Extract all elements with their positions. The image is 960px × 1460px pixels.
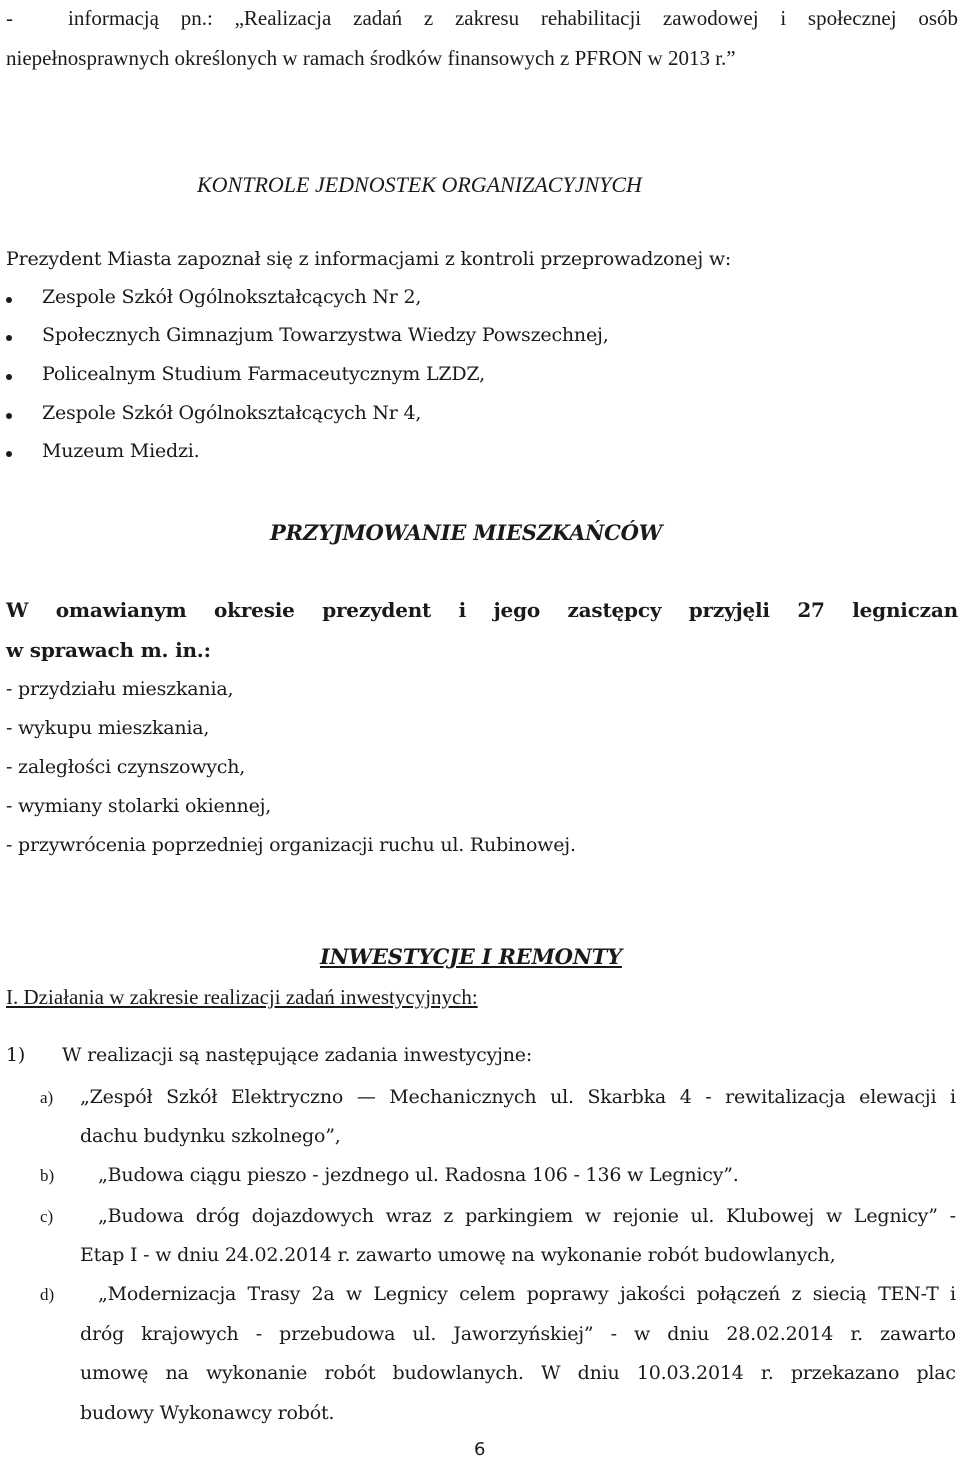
word: Jaworzyńskiej”: [453, 1323, 594, 1345]
word: 4: [679, 1086, 692, 1108]
word: i: [950, 1283, 956, 1305]
intro-line-2: niepełnosprawnych określonych w ramach środków finansowych z PFRON w 2013 r.”: [6, 46, 736, 70]
word: Skarbka: [587, 1086, 667, 1108]
word: elewacji: [859, 1086, 937, 1108]
word: W: [6, 598, 29, 622]
word: legniczan: [852, 598, 958, 622]
word: 28.02.2014: [726, 1323, 834, 1345]
word: ul.: [412, 1323, 437, 1345]
word: na: [165, 1362, 189, 1384]
word: 27: [797, 598, 825, 622]
word: jakości: [619, 1283, 686, 1305]
point-text: W realizacji są następujące zadania inwestycyjne:: [62, 1044, 533, 1066]
task-c-line-1: [98, 1205, 956, 1227]
word: „Budowa: [98, 1205, 184, 1227]
task-label-d: d): [40, 1285, 55, 1304]
word: prezydent: [322, 598, 432, 622]
kontrole-heading: KONTROLE JEDNOSTEK ORGANIZACYJNYCH: [197, 172, 642, 197]
word: zawarto: [880, 1323, 956, 1345]
word: i: [950, 1086, 956, 1108]
list-item-text: Policealnym Studium Farmaceutycznym LZDZ,: [42, 363, 485, 385]
list-item: - przydziału mieszkania,: [6, 678, 234, 700]
word: 2a: [311, 1283, 335, 1305]
inwestycje-section-title: I. Działania w zakresie realizacji zadań inwestycyjnych:: [6, 985, 478, 1009]
word: w: [584, 1205, 601, 1227]
intro-line-1: informacją pn.: „Realizacja zadań z zakresu rehabilitacji zawodowej i społecznej osób: [68, 6, 958, 30]
task-label-c: c): [40, 1207, 54, 1226]
word: dróg: [80, 1323, 125, 1345]
word: „Zespół: [80, 1086, 153, 1108]
word: w: [825, 1205, 843, 1227]
word: okresie: [214, 598, 295, 622]
list-item-text: Społecznych Gimnazjum Towarzystwa Wiedzy Powszechnej,: [42, 324, 609, 346]
list-item-text: Zespole Szkół Ogólnokształcących Nr 4,: [42, 402, 422, 424]
point-number: 1): [6, 1044, 26, 1066]
bullet-icon: [6, 297, 12, 303]
task-a-line-1: [80, 1086, 956, 1108]
word: umowę: [80, 1362, 149, 1384]
word: robót: [324, 1362, 376, 1384]
word: -: [610, 1323, 617, 1345]
word: plac: [916, 1362, 956, 1384]
word: Legnicy: [373, 1283, 448, 1305]
word: i: [458, 598, 467, 622]
word: połączeń: [696, 1283, 781, 1305]
task-d-line-3: [80, 1362, 956, 1384]
kontrole-intro: Prezydent Miasta zapoznał się z informacjami z kontroli przeprowadzonej w:: [6, 248, 732, 270]
page-number: 6: [474, 1439, 486, 1460]
list-item-text: Muzeum Miedzi.: [42, 440, 200, 462]
word: z: [443, 1205, 454, 1227]
przyjmowanie-heading: PRZYJMOWANIE MIESZKAŃCÓW: [270, 520, 663, 545]
word: Klubowej: [726, 1205, 815, 1227]
word: dróg: [195, 1205, 240, 1227]
task-d-line-2: [80, 1323, 956, 1345]
task-c-line-2: Etap I - w dniu 24.02.2014 r. zawarto umowę na wykonanie robót budowlanych,: [80, 1244, 836, 1266]
inwestycje-heading: INWESTYCJE I REMONTY: [320, 944, 622, 969]
word: wraz: [385, 1205, 432, 1227]
word: w: [634, 1323, 651, 1345]
task-label-a: a): [40, 1088, 54, 1107]
bullet-icon: [6, 451, 12, 457]
list-item: - przywrócenia poprzedniej organizacji ruchu ul. Rubinowej.: [6, 834, 576, 856]
word: W: [541, 1362, 561, 1384]
word: celem: [459, 1283, 516, 1305]
word: dniu: [577, 1362, 620, 1384]
word: ul.: [690, 1205, 715, 1227]
bullet-icon: [6, 413, 12, 419]
word: rejonie: [612, 1205, 679, 1227]
word: wykonanie: [205, 1362, 308, 1384]
word: przebudowa: [279, 1323, 396, 1345]
word: parkingiem: [465, 1205, 573, 1227]
bullet-icon: [6, 374, 12, 380]
word: dniu: [667, 1323, 710, 1345]
word: przyjęli: [688, 598, 770, 622]
word: Legnicy”: [853, 1205, 938, 1227]
list-item-text: Zespole Szkół Ogólnokształcących Nr 2,: [42, 286, 422, 308]
word: w: [345, 1283, 362, 1305]
word: —: [356, 1086, 376, 1108]
task-a-line-2: dachu budynku szkolnego”,: [80, 1125, 341, 1147]
word: zastępcy: [567, 598, 662, 622]
word: poprawy: [526, 1283, 609, 1305]
word: Trasy: [247, 1283, 301, 1305]
word: -: [255, 1323, 262, 1345]
task-d-line-1: [98, 1283, 956, 1305]
word: rewitalizacja: [725, 1086, 846, 1108]
word: r.: [850, 1323, 863, 1345]
word: 10.03.2014: [636, 1362, 744, 1384]
bullet-icon: [6, 335, 12, 341]
word: ul.: [550, 1086, 574, 1108]
word: dojazdowych: [251, 1205, 374, 1227]
word: TEN-T: [878, 1283, 939, 1305]
word: -: [949, 1205, 956, 1227]
task-b-line-1: „Budowa ciągu pieszo - jezdnego ul. Radosna 106 - 136 w Legnicy”.: [98, 1164, 739, 1186]
word: omawianym: [55, 598, 187, 622]
list-item: - wymiany stolarki okiennej,: [6, 795, 272, 817]
word: jego: [493, 598, 541, 622]
intro-dash: -: [6, 6, 13, 30]
word: r.: [760, 1362, 774, 1384]
word: Szkół: [166, 1086, 218, 1108]
task-label-b: b): [40, 1166, 55, 1185]
list-item: - zaległości czynszowych,: [6, 756, 246, 778]
przyjmowanie-line-2: w sprawach m. in.:: [6, 638, 211, 662]
word: z: [791, 1283, 802, 1305]
word: Mechanicznych: [389, 1086, 537, 1108]
list-item: - wykupu mieszkania,: [6, 717, 210, 739]
word: siecią: [812, 1283, 867, 1305]
word: Elektryczno: [230, 1086, 344, 1108]
word: przekazano: [790, 1362, 900, 1384]
word: budowlanych.: [392, 1362, 524, 1384]
task-d-line-4: budowy Wykonawcy robót.: [80, 1402, 335, 1424]
word: -: [705, 1086, 712, 1108]
word: „Modernizacja: [98, 1283, 237, 1305]
przyjmowanie-line-1: [6, 598, 958, 622]
word: krajowych: [141, 1323, 239, 1345]
